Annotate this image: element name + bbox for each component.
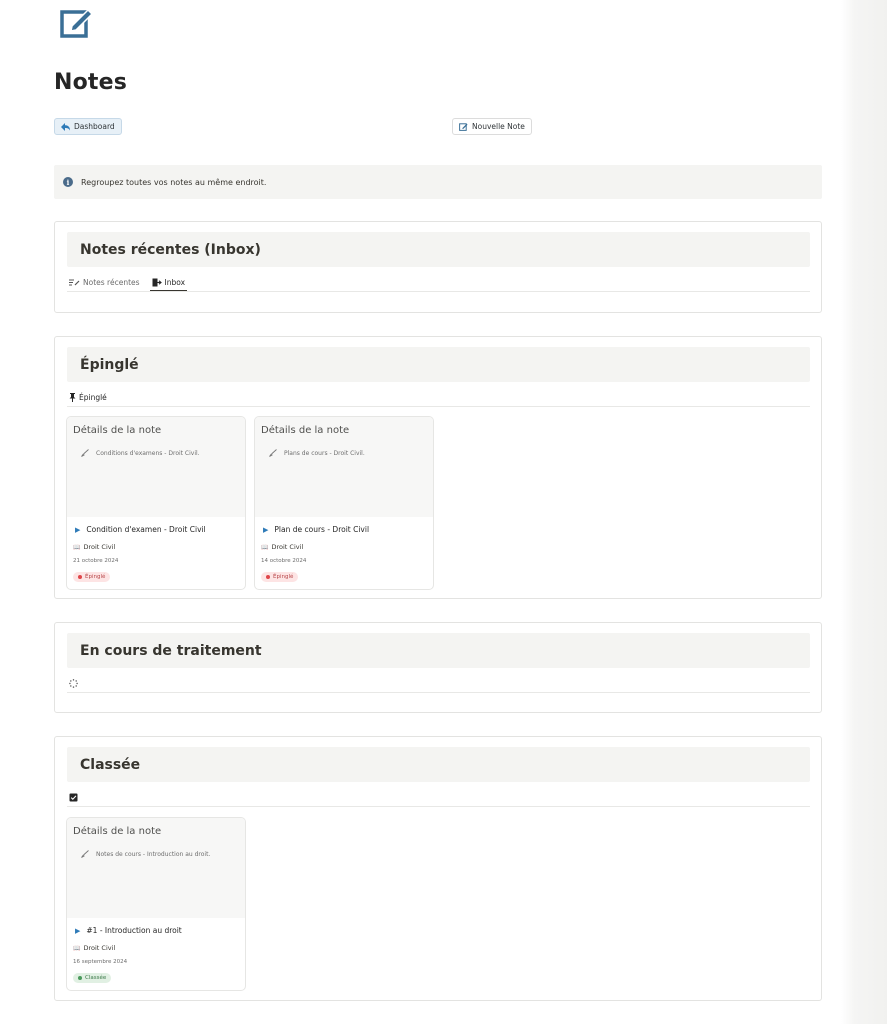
play-icon: ▶ (75, 525, 81, 534)
tab-label: Notes récentes (83, 278, 140, 287)
card-header: Détails de la note (73, 826, 162, 837)
status-badge (261, 572, 298, 582)
section-title: Épinglé (67, 347, 810, 382)
tab-label: Épinglé (79, 393, 107, 402)
classified-section (54, 736, 822, 1001)
card-snippet (81, 449, 200, 457)
classified-tabs (67, 789, 810, 807)
card-note-name[interactable] (263, 525, 369, 534)
badge-label: Épinglé (273, 574, 294, 580)
card-note-name-text: #1 - Introduction au droit (86, 926, 182, 935)
badge-label: Classée (85, 975, 107, 981)
info-callout (54, 165, 822, 199)
processing-section (54, 622, 822, 713)
card-date: 16 septembre 2024 (73, 959, 128, 965)
info-icon: i (63, 177, 73, 187)
new-note-button-label: Nouvelle Note (472, 122, 525, 131)
checkbox-icon (69, 793, 78, 802)
book-icon: 📖 (261, 543, 269, 551)
recent-notes-tabs (67, 274, 810, 292)
card-snippet-text: Plans de cours - Droit Civil. (284, 449, 365, 457)
section-title: Classée (67, 747, 810, 782)
loading-icon (69, 679, 78, 688)
badge-label: Épinglé (85, 574, 106, 580)
brush-icon (269, 449, 277, 457)
badge-dot (266, 575, 270, 579)
callout-text: Regroupez toutes vos notes au même endroit. (81, 177, 267, 187)
badge-dot (78, 575, 82, 579)
note-card[interactable] (66, 416, 246, 590)
new-note-icon (459, 122, 468, 131)
brush-icon (81, 850, 89, 858)
card-category (73, 543, 115, 551)
recent-notes-section (54, 221, 822, 313)
status-badge (73, 572, 110, 582)
card-note-name-text: Condition d'examen - Droit Civil (86, 525, 206, 534)
card-snippet-text: Notes de cours - Introduction au droit. (96, 850, 211, 858)
play-icon: ▶ (75, 926, 81, 935)
new-note-button[interactable] (452, 118, 532, 135)
card-category-text: Droit Civil (83, 543, 116, 551)
card-category (261, 543, 303, 551)
card-snippet (81, 850, 210, 858)
note-card[interactable] (254, 416, 434, 590)
brush-icon (81, 449, 89, 457)
processing-tabs (67, 675, 810, 693)
card-category-text: Droit Civil (271, 543, 304, 551)
dashboard-button[interactable] (54, 118, 122, 135)
card-note-name[interactable] (75, 525, 206, 534)
tab-classified[interactable] (67, 789, 80, 806)
section-title: En cours de traitement (67, 633, 810, 668)
section-title: Notes récentes (Inbox) (67, 232, 810, 267)
tab-pinned[interactable] (67, 389, 109, 406)
play-icon: ▶ (263, 525, 269, 534)
back-arrow-icon (61, 123, 70, 131)
status-badge (73, 973, 111, 983)
tab-inbox[interactable] (150, 274, 188, 291)
right-margin-shade (841, 0, 887, 1024)
tab-processing[interactable] (67, 675, 80, 692)
tab-recent-notes[interactable] (67, 274, 142, 291)
dashboard-button-label: Dashboard (74, 122, 115, 131)
card-header: Détails de la note (73, 425, 162, 436)
edit-icon (60, 4, 96, 40)
card-header: Détails de la note (261, 425, 350, 436)
card-date: 21 octobre 2024 (73, 558, 119, 564)
book-icon: 📖 (73, 944, 81, 952)
card-note-name-text: Plan de cours - Droit Civil (274, 525, 370, 534)
tab-label: Inbox (164, 277, 186, 287)
pin-icon (69, 393, 76, 402)
card-snippet (269, 449, 365, 457)
pinned-section (54, 336, 822, 599)
card-category (73, 944, 115, 952)
inbox-icon (152, 278, 162, 287)
pinned-tabs (67, 389, 810, 407)
card-category-text: Droit Civil (83, 944, 116, 952)
list-edit-icon (69, 279, 80, 286)
badge-dot (78, 976, 82, 980)
note-card[interactable] (66, 817, 246, 991)
card-note-name[interactable] (75, 926, 182, 935)
card-snippet-text: Conditions d'examens - Droit Civil. (96, 449, 200, 457)
page-title: Notes (54, 70, 128, 95)
book-icon: 📖 (73, 543, 81, 551)
card-date: 14 octobre 2024 (261, 558, 307, 564)
